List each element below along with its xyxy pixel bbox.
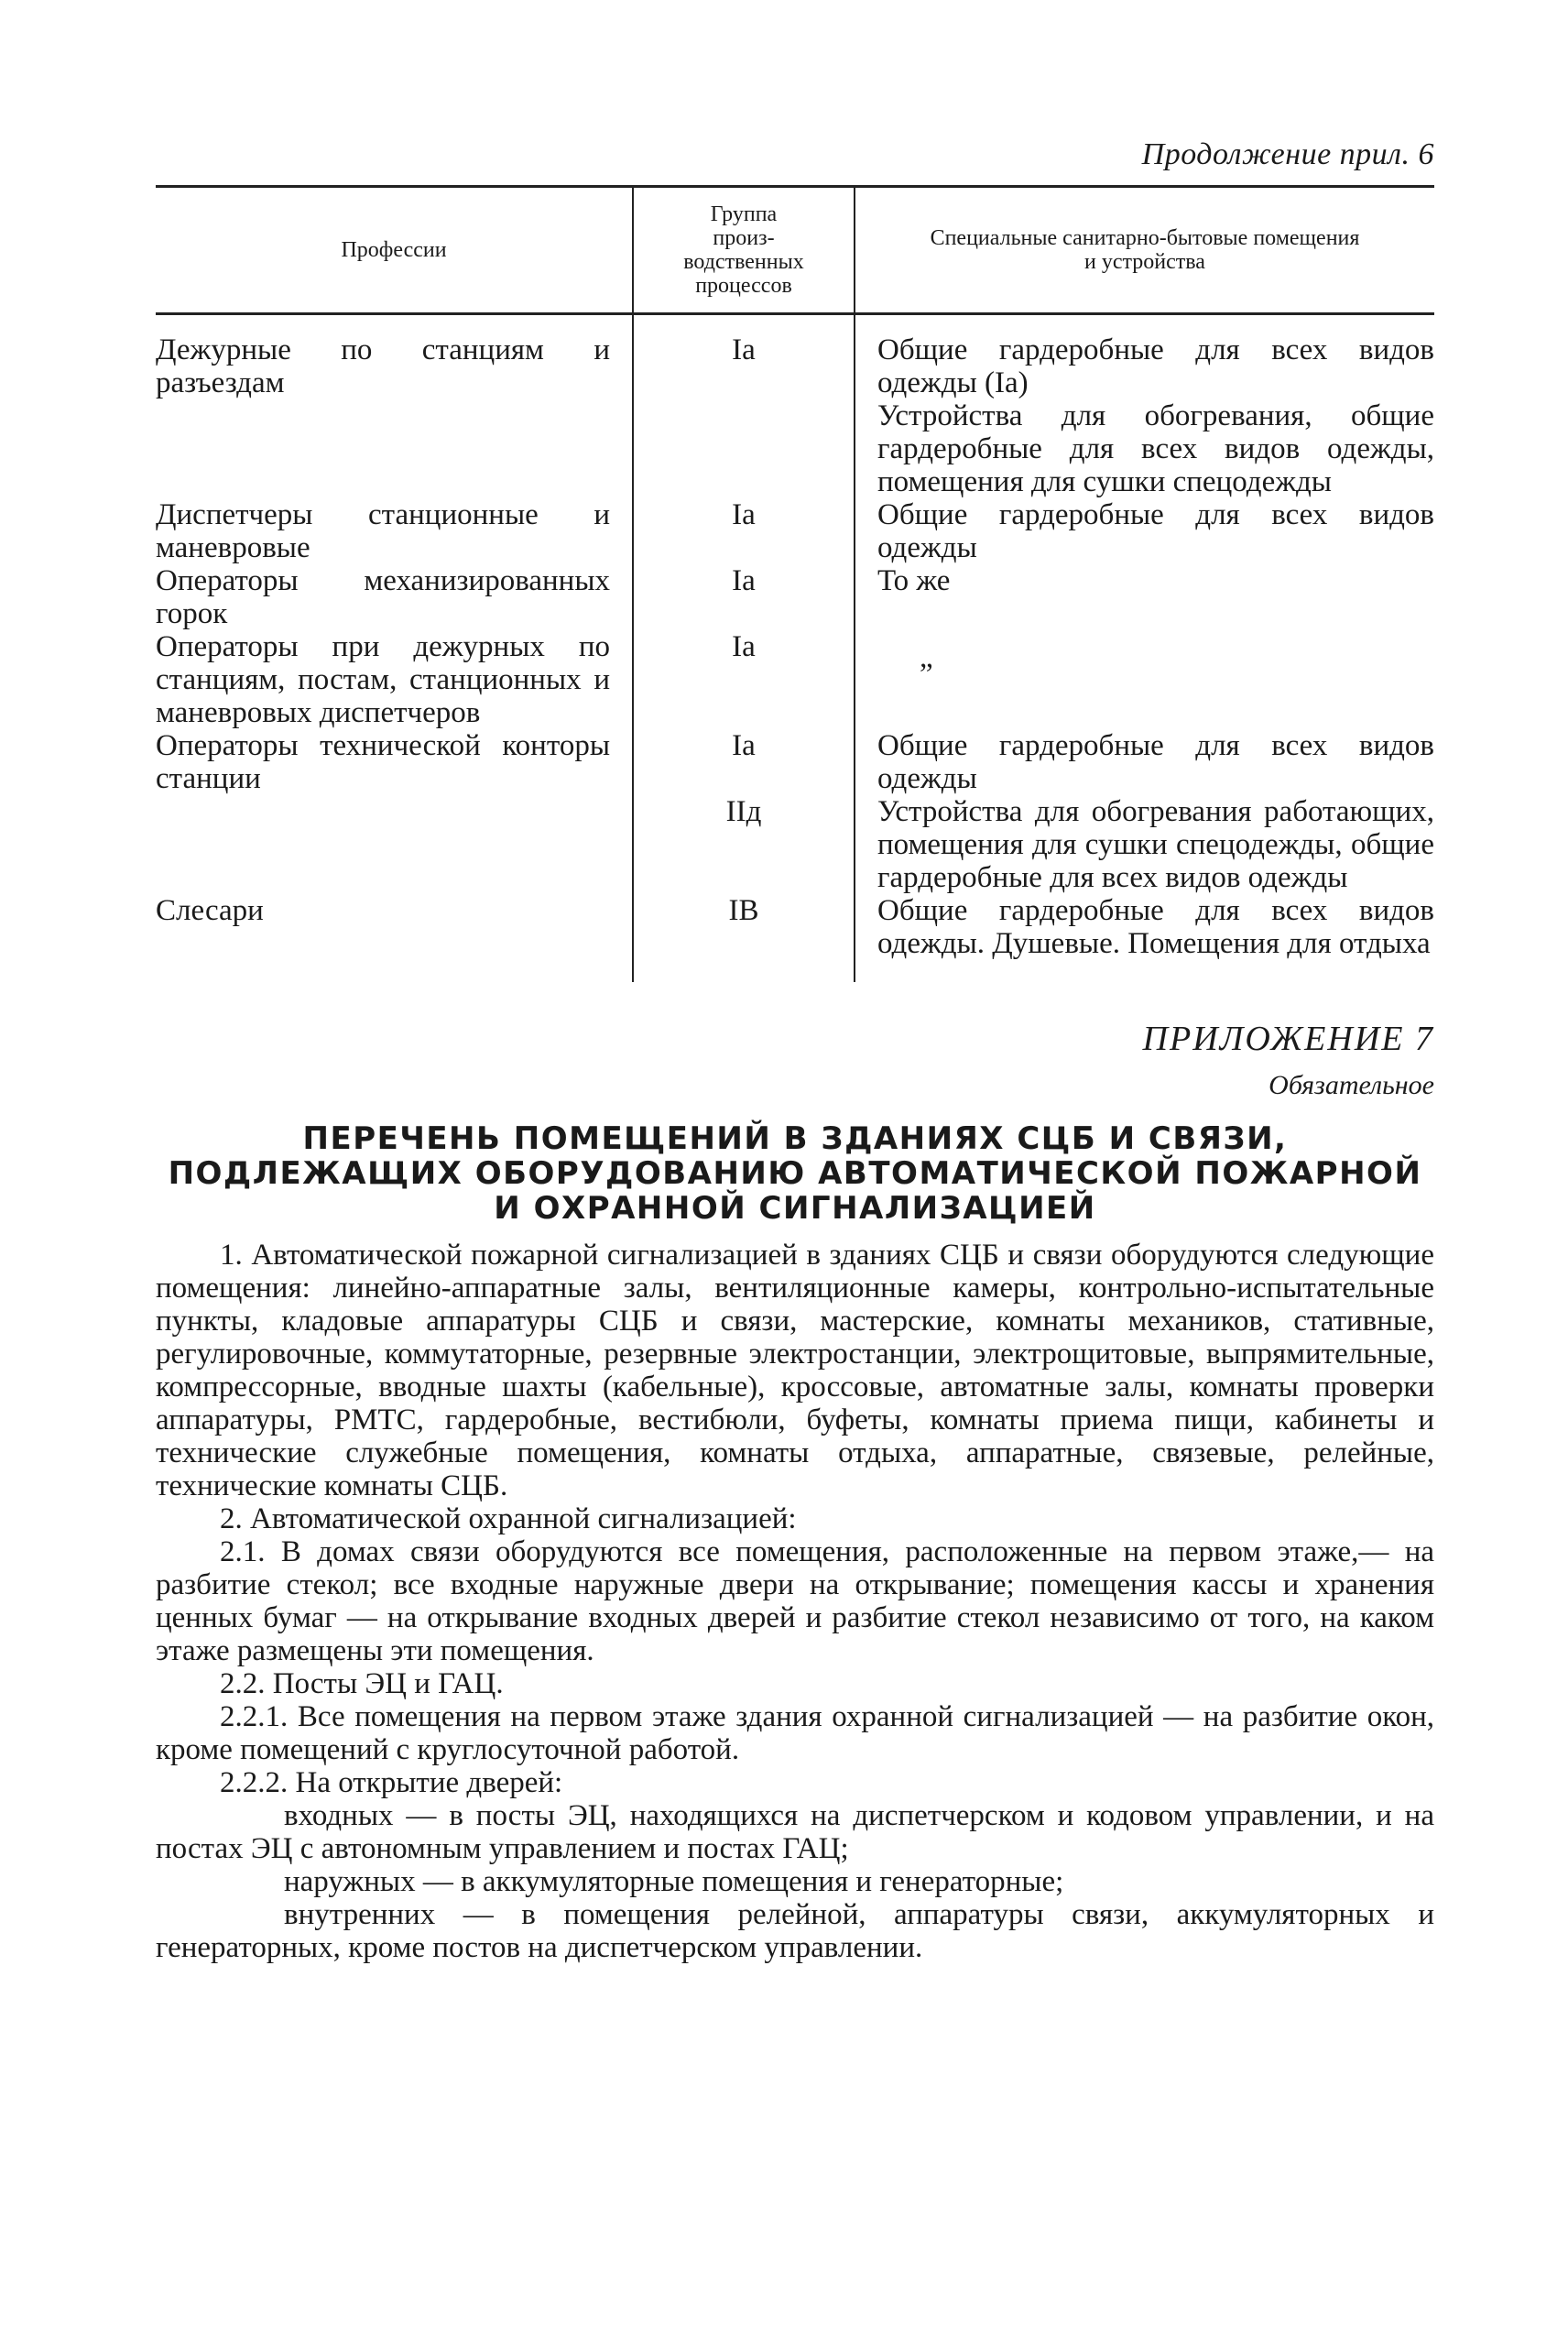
header-profession: Профессии (156, 187, 633, 314)
paragraph: наружных — в аккумуляторные помещения и генераторные; (284, 1865, 1064, 1898)
table-row (156, 498, 1434, 564)
annex-title-line: ПЕРЕЧЕНЬ ПОМЕЩЕНИЙ В ЗДАНИЯХ СЦБ И СВЯЗИ, (302, 1120, 1288, 1157)
cell-rooms (855, 729, 1434, 795)
table-row (156, 314, 1434, 499)
paragraph: 1. Автоматической пожарной сигнализацией в зданиях СЦБ и связи оборудуются следующие помещения: линейно-аппаратные залы, вентиляционные камеры, контрольно-испытательные пункты, кладовые аппаратуры СЦБ и связи, мастерские, комнаты механиков, стативные, регулировочные, коммутаторные, резервные электростанции, электрощитовые, выпрямительные, компрессорные, вводные шахты (кабельные), кроссовые, автоматные залы, комнаты проверки аппаратуры, РМТС, гардеробные, вестибюли, буфеты, комнаты приема пищи, кабинеты и технические служебные помещения, комнаты отдыха, аппаратные, связевые, релейные, технические комнаты СЦБ. (156, 1239, 1434, 1502)
cell-rooms (855, 630, 1434, 729)
annex-title-line: ПОДЛЕЖАЩИХ ОБОРУДОВАНИЮ АВТОМАТИЧЕСКОЙ ПОЖАРНОЙ (168, 1155, 1422, 1192)
cell-group: IIд (633, 795, 855, 894)
cell-rooms (855, 894, 1434, 982)
header-group-line: Группа (710, 202, 778, 226)
cell-rooms (855, 314, 1434, 499)
cell-rooms (855, 564, 1434, 630)
paragraph: 2.1. В домах связи оборудуются все помещения, расположенные на первом этаже,— на разбитие стекол; все входные наружные двери на открывание; помещения кассы и хранения ценных бумаг — на открывание входных дверей и разбитие стекол независимо от того, на каком этаже размещены эти помещения. (156, 1535, 1434, 1667)
paragraph: 2. Автоматической охранной сигнализацией: (220, 1502, 797, 1535)
table-row (156, 630, 1434, 729)
table-row (156, 729, 1434, 795)
header-group-line: водственных (683, 250, 804, 274)
cell-profession: Операторы механизированных горок (156, 564, 610, 630)
annex-status: Обязательное (1269, 1070, 1434, 1100)
continuation-label: Продолжение прил. 6 (1141, 137, 1434, 171)
table-row (156, 894, 1434, 982)
table-row (156, 564, 1434, 630)
rooms-line: Общие гардеробные для всех видов одежды (877, 729, 1434, 795)
cell-profession: Операторы технической конторы станции (156, 729, 610, 795)
professions-table (156, 185, 1434, 982)
table-row (156, 795, 1434, 894)
table-header-row (156, 187, 1434, 314)
annex-title (156, 1121, 1434, 1226)
header-rooms (855, 187, 1434, 314)
rooms-line: Общие гардеробные для всех видов одежды (877, 498, 1434, 564)
cell-group: Iа (633, 630, 855, 729)
header-group-line: процессов (695, 274, 792, 298)
annex-title-line: И ОХРАННОЙ СИГНАЛИЗАЦИЕЙ (494, 1190, 1096, 1227)
paragraph: 2.2.2. На открытие дверей: (220, 1766, 563, 1799)
cell-group: Iа (633, 729, 855, 795)
header-group-line: произ- (713, 226, 775, 250)
header-rooms-line: Специальные санитарно-бытовые помещения (930, 226, 1360, 250)
paragraph: 2.2. Посты ЭЦ и ГАЦ. (220, 1667, 504, 1700)
cell-profession: Слесари (156, 894, 264, 927)
cell-profession: Дежурные по станциям и разъездам (156, 333, 610, 399)
cell-profession: Операторы при дежурных по станциям, постам, станционных и маневровых диспетчеров (156, 630, 610, 729)
cell-group: Iа (633, 314, 855, 499)
cell-group: Iа (633, 498, 855, 564)
paragraph: внутренних — в помещения релейной, аппаратуры связи, аккумуляторных и генераторных, кроме постов на диспетчерском управлении. (156, 1898, 1434, 1964)
rooms-line: Устройства для обогревания работающих, помещения для сушки спецодежды, общие гардеробные для всех видов одежды (877, 795, 1434, 894)
rooms-line: То же (877, 564, 951, 597)
header-rooms-line: и устройства (1084, 250, 1205, 274)
paragraph: 2.2.1. Все помещения на первом этаже здания охранной сигнализацией — на разбитие окон, кроме помещений с круглосуточной работой. (156, 1700, 1434, 1766)
document-page (156, 137, 1434, 1964)
ditto-mark: „ (920, 641, 933, 674)
rooms-line: Общие гардеробные для всех видов одежды (Iа) (877, 333, 1434, 399)
cell-rooms (855, 795, 1434, 894)
rooms-line: Устройства для обогревания, общие гардеробные для всех видов одежды, помещения для сушки спецодежды (877, 399, 1434, 498)
annex-body (156, 1239, 1434, 1964)
cell-group: IВ (633, 894, 855, 982)
annex-label: ПРИЛОЖЕНИЕ 7 (1142, 1020, 1434, 1058)
cell-profession (156, 795, 633, 894)
rooms-line: Общие гардеробные для всех видов одежды. Душевые. Помещения для отдыха (877, 894, 1434, 960)
cell-profession: Диспетчеры станционные и маневровые (156, 498, 610, 564)
cell-group: Iа (633, 564, 855, 630)
cell-rooms (855, 498, 1434, 564)
paragraph: входных — в посты ЭЦ, находящихся на диспетчерском и кодовом управлении, и на постах ЭЦ с автономным управлением и постах ГАЦ; (156, 1799, 1434, 1865)
header-group (633, 187, 855, 314)
